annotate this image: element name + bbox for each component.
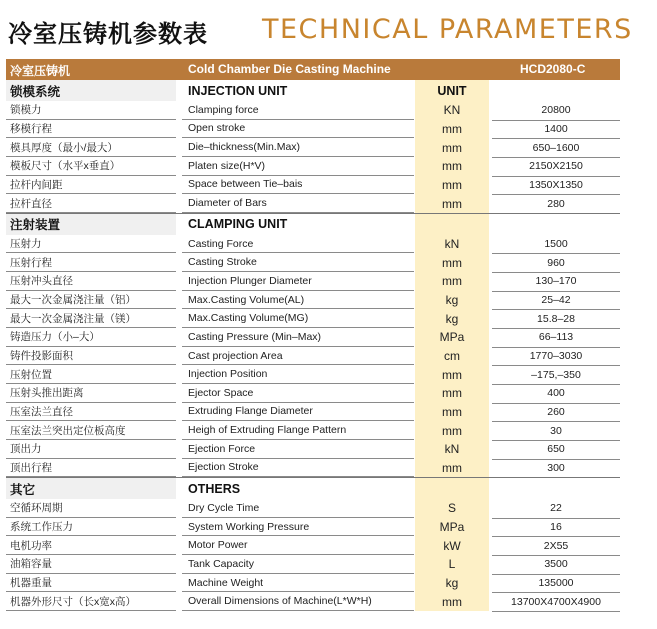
table-body: [6, 80, 620, 611]
page-title: [8, 10, 648, 50]
table-row: [6, 253, 620, 272]
param-value: 1770–3030: [492, 347, 620, 367]
param-value: 1350X1350: [492, 176, 620, 196]
param-name-english: Cast projection Area: [182, 347, 414, 366]
param-unit: mm: [415, 138, 489, 157]
param-name-chinese: 锁模力: [6, 101, 176, 120]
section-header: [6, 477, 620, 499]
param-value: 400: [492, 384, 620, 404]
param-unit: mm: [415, 403, 489, 422]
section-title-english: OTHERS: [188, 481, 241, 496]
param-name-english: Injection Plunger Diameter: [182, 272, 414, 291]
param-name-chinese: 顶出行程: [6, 459, 176, 478]
table-row: [6, 235, 620, 254]
param-name-english: Ejection Stroke: [182, 459, 414, 478]
param-value: 66–113: [492, 328, 620, 348]
param-unit: mm: [415, 253, 489, 272]
param-unit: mm: [415, 421, 489, 440]
param-name-english: Dry Cycle Time: [182, 499, 414, 518]
section-title-chinese: 锁模系统: [6, 80, 176, 101]
param-value: 130–170: [492, 272, 620, 292]
param-unit: mm: [415, 384, 489, 403]
param-name-chinese: 最大一次金属浇注量（铝）: [6, 291, 176, 310]
param-name-chinese: 铸造压力（小–大）: [6, 328, 176, 347]
param-name-chinese: 拉杆直径: [6, 194, 176, 213]
table-row: [6, 347, 620, 366]
param-name-chinese: 模板尺寸（水平x垂直）: [6, 157, 176, 176]
param-name-chinese: 空循环周期: [6, 499, 176, 518]
table-row: [6, 309, 620, 328]
param-value: 2X55: [492, 536, 620, 556]
param-name-english: Space between Tie–bais: [182, 176, 414, 195]
section-header: [6, 213, 620, 235]
param-name-english: Casting Stroke: [182, 253, 414, 272]
table-row: [6, 328, 620, 347]
table-row: [6, 555, 620, 574]
param-unit: kW: [415, 536, 489, 555]
param-name-chinese: 机器重量: [6, 574, 176, 593]
param-unit: mm: [415, 176, 489, 195]
param-name-english: Extruding Flange Diameter: [182, 403, 414, 422]
param-unit: MPa: [415, 518, 489, 537]
title-english: TECHNICAL PARAMETERS: [262, 14, 633, 45]
param-unit: mm: [415, 272, 489, 291]
param-unit: S: [415, 499, 489, 518]
param-name-english: Injection Position: [182, 365, 414, 384]
param-name-english: Max.Casting Volume(AL): [182, 291, 414, 310]
section-title-english: INJECTION UNIT: [188, 83, 288, 98]
param-unit: mm: [415, 120, 489, 139]
table-row: [6, 459, 620, 478]
param-value: 25–42: [492, 291, 620, 311]
param-unit: cm: [415, 347, 489, 366]
param-name-chinese: 铸件投影面积: [6, 347, 176, 366]
param-name-english: Heigh of Extruding Flange Pattern: [182, 421, 414, 440]
table-row: [6, 518, 620, 537]
header-english: Cold Chamber Die Casting Machine: [188, 62, 391, 76]
table-row: [6, 536, 620, 555]
param-name-chinese: 压射位置: [6, 365, 176, 384]
param-unit: kg: [415, 291, 489, 310]
param-value: 280: [492, 194, 620, 214]
section-header: [6, 80, 620, 101]
section-title-chinese: 其它: [6, 478, 176, 499]
param-unit: mm: [415, 459, 489, 478]
table-row: [6, 138, 620, 157]
table-row: [6, 403, 620, 422]
param-name-english: Overall Dimensions of Machine(L*W*H): [182, 592, 414, 611]
param-value: 650: [492, 440, 620, 460]
param-value: 1500: [492, 235, 620, 255]
table-row: [6, 101, 620, 120]
header-chinese: 冷室压铸机: [10, 64, 71, 78]
param-value: 16: [492, 518, 620, 538]
table-row: [6, 365, 620, 384]
param-name-english: Ejector Space: [182, 384, 414, 403]
table-row: [6, 499, 620, 518]
param-value: 22: [492, 499, 620, 519]
param-name-english: Tank Capacity: [182, 555, 414, 574]
param-unit: mm: [415, 365, 489, 384]
param-name-english: System Working Pressure: [182, 518, 414, 537]
param-name-chinese: 压射力: [6, 235, 176, 254]
param-name-chinese: 机器外形尺寸（长x宽x高）: [6, 592, 176, 611]
param-unit: kN: [415, 235, 489, 254]
param-name-chinese: 压室法兰直径: [6, 403, 176, 422]
table-row: [6, 384, 620, 403]
param-name-chinese: 压射冲头直径: [6, 272, 176, 291]
param-value: 300: [492, 459, 620, 479]
param-name-english: Ejection Force: [182, 440, 414, 459]
header-model: HCD2080-C: [520, 62, 586, 76]
param-name-chinese: 压室法兰突出定位板高度: [6, 421, 176, 440]
param-value: 30: [492, 421, 620, 441]
table-row: [6, 176, 620, 195]
table-row: [6, 592, 620, 611]
param-name-chinese: 移模行程: [6, 120, 176, 139]
param-value: 650–1600: [492, 138, 620, 158]
table-row: [6, 574, 620, 593]
param-name-chinese: 顶出力: [6, 440, 176, 459]
param-value: 13700X4700X4900: [492, 592, 620, 612]
param-name-english: Platen size(H*V): [182, 157, 414, 176]
param-name-english: Motor Power: [182, 536, 414, 555]
param-name-chinese: 系统工作压力: [6, 518, 176, 537]
param-name-chinese: 压射行程: [6, 253, 176, 272]
param-name-chinese: 拉杆内间距: [6, 176, 176, 195]
param-name-english: Open stroke: [182, 120, 414, 139]
table-header: [6, 59, 620, 80]
param-value: 960: [492, 253, 620, 273]
param-value: 2150X2150: [492, 157, 620, 177]
param-name-english: Clamping force: [182, 101, 414, 120]
param-name-english: Die–thickness(Min.Max): [182, 138, 414, 157]
table-row: [6, 272, 620, 291]
param-name-chinese: 模具厚度（最小/最大）: [6, 138, 176, 157]
section-title-chinese: 注射装置: [6, 214, 176, 235]
param-value: –175,–350: [492, 365, 620, 385]
table-row: [6, 440, 620, 459]
param-name-chinese: 油箱容量: [6, 555, 176, 574]
param-name-english: Diameter of Bars: [182, 194, 414, 213]
param-unit: mm: [415, 157, 489, 176]
section-unit-label: UNIT: [415, 80, 489, 101]
table-row: [6, 157, 620, 176]
param-name-english: Machine Weight: [182, 574, 414, 593]
param-unit: kg: [415, 574, 489, 593]
table-row: [6, 194, 620, 213]
table-row: [6, 120, 620, 139]
param-name-chinese: 压射头推出距离: [6, 384, 176, 403]
title-chinese: 冷室压铸机参数表: [8, 20, 208, 48]
param-name-chinese: 最大一次金属浇注量（镁）: [6, 309, 176, 328]
param-unit: KN: [415, 101, 489, 120]
param-name-english: Casting Pressure (Min–Max): [182, 328, 414, 347]
param-name-english: Casting Force: [182, 235, 414, 254]
param-unit: L: [415, 555, 489, 574]
section-unit-label: [415, 214, 489, 235]
param-value: 15.8–28: [492, 309, 620, 329]
table-row: [6, 291, 620, 310]
table-row: [6, 421, 620, 440]
param-unit: kg: [415, 309, 489, 328]
param-value: 3500: [492, 555, 620, 575]
param-unit: mm: [415, 194, 489, 213]
section-unit-label: [415, 478, 489, 499]
param-unit: kN: [415, 440, 489, 459]
param-value: 260: [492, 403, 620, 423]
section-title-english: CLAMPING UNIT: [188, 217, 288, 232]
param-unit: mm: [415, 592, 489, 611]
param-value: 135000: [492, 574, 620, 594]
param-value: 1400: [492, 120, 620, 140]
param-name-chinese: 电机功率: [6, 536, 176, 555]
param-value: 20800: [492, 101, 620, 121]
parameters-table: [6, 59, 620, 611]
param-unit: MPa: [415, 328, 489, 347]
param-name-english: Max.Casting Volume(MG): [182, 309, 414, 328]
